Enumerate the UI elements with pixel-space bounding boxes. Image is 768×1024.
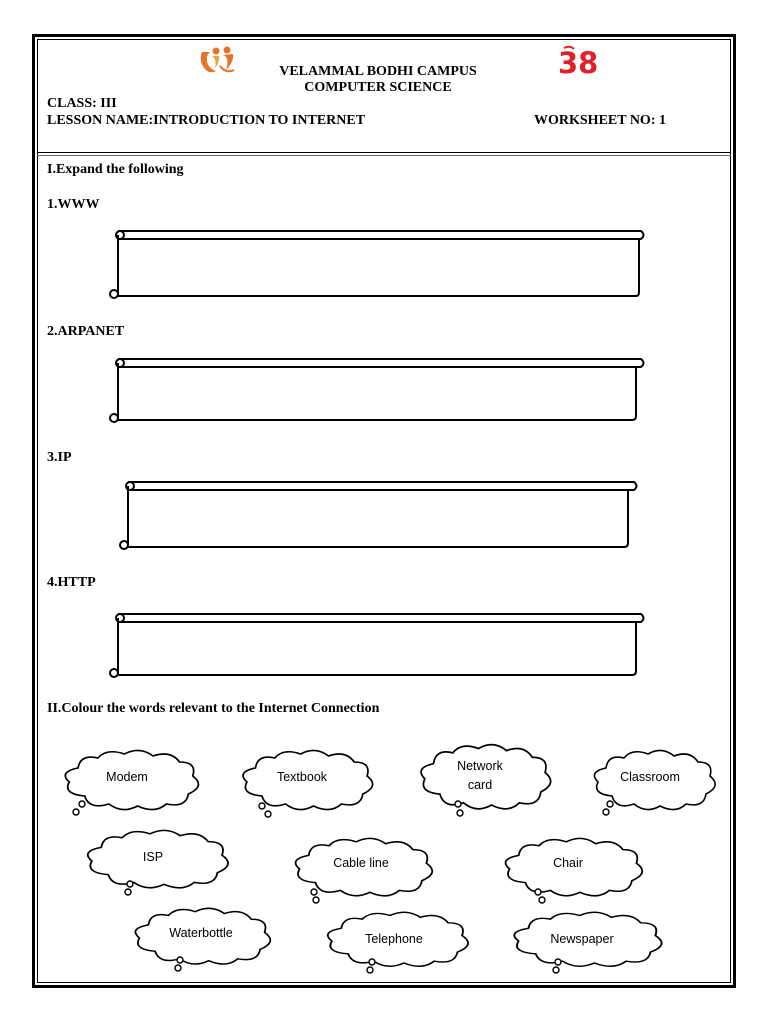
answer-box-arpanet[interactable] <box>106 354 648 426</box>
cloud-chair[interactable] <box>496 836 650 904</box>
cloud-label-network: Network <box>457 759 503 773</box>
cloud-label-waterbottle: Waterbottle <box>169 926 233 940</box>
cloud-cable-line[interactable] <box>286 836 440 904</box>
answer-box-ip[interactable] <box>116 477 642 553</box>
class-label: CLASS: III <box>47 96 117 111</box>
cloud-tail <box>250 802 280 822</box>
cloud-tail <box>68 800 98 820</box>
cloud-label-chair: Chair <box>553 856 583 870</box>
lesson-name: LESSON NAME:INTRODUCTION TO INTERNET <box>47 113 366 128</box>
item-label-ip: 3.IP <box>47 450 72 465</box>
cloud-label-card: card <box>467 778 493 792</box>
answer-box-http[interactable] <box>106 609 648 681</box>
cloud-label-isp: ISP <box>142 850 164 864</box>
answer-box-www[interactable] <box>106 226 648 302</box>
bodhi-campus-logo <box>196 44 238 78</box>
cloud-tail <box>544 958 574 978</box>
cloud-waterbottle[interactable] <box>126 906 278 972</box>
anniversary-38-logo <box>556 44 602 78</box>
cloud-label-telephone: Telephone <box>365 932 423 946</box>
header-divider-shadow <box>37 155 731 156</box>
cloud-tail <box>166 956 196 976</box>
cloud-tail <box>358 958 388 978</box>
cloud-label-modem: Modem <box>106 770 148 784</box>
cloud-tail <box>446 800 476 820</box>
section1-title: I.Expand the following <box>47 162 184 177</box>
item-label-www: 1.WWW <box>47 197 100 212</box>
cloud-label-newspaper: Newspaper <box>550 932 614 946</box>
subject-name: COMPUTER SCIENCE <box>304 80 452 95</box>
cloud-telephone[interactable] <box>318 910 476 974</box>
cloud-label-classroom: Classroom <box>620 770 680 784</box>
anniversary-number: 38 <box>558 46 599 78</box>
item-label-http: 4.HTTP <box>47 575 96 590</box>
cloud-textbook[interactable] <box>234 748 380 818</box>
cloud-tail <box>118 880 148 900</box>
cloud-newspaper[interactable] <box>504 910 670 974</box>
cloud-label-cable-line: Cable line <box>333 856 389 870</box>
worksheet-number: WORKSHEET NO: 1 <box>534 113 666 128</box>
cloud-modem[interactable] <box>56 748 206 818</box>
cloud-isp[interactable] <box>78 828 236 896</box>
item-label-arpanet: 2.ARPANET <box>47 324 125 339</box>
school-name: VELAMMAL BODHI CAMPUS <box>279 64 477 79</box>
cloud-network-card[interactable] <box>412 742 558 818</box>
cloud-label-textbook: Textbook <box>276 770 328 784</box>
cloud-tail <box>598 800 628 820</box>
header-divider <box>37 152 731 153</box>
cloud-tail <box>526 888 556 908</box>
cloud-tail <box>302 888 332 908</box>
cloud-classroom[interactable] <box>586 748 722 818</box>
section2-title: II.Colour the words relevant to the Internet Connection <box>47 701 380 716</box>
